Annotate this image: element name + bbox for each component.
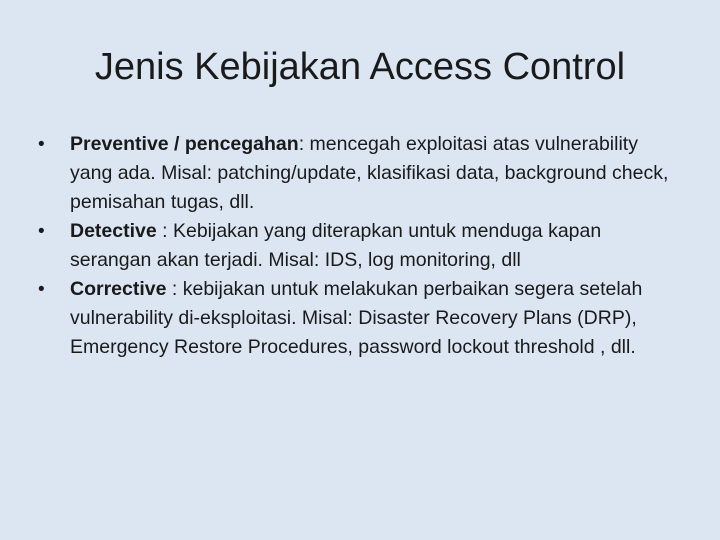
bullet-text: : Kebijakan yang diterapkan untuk menduga kapan serangan akan terjadi. Misal: IDS, log monitoring, dll — [70, 220, 602, 271]
bullet-corrective — [36, 275, 676, 362]
bullet-detective — [36, 217, 676, 275]
bullet-marker: • — [38, 134, 45, 155]
bullet-term: Corrective — [70, 278, 167, 300]
bullet-preventive — [36, 130, 676, 217]
bullet-marker: • — [38, 221, 45, 242]
bullet-marker: • — [38, 279, 45, 300]
slide-title: Jenis Kebijakan Access Control — [94, 46, 626, 88]
bullet-text: : kebijakan untuk melakukan perbaikan segera setelah vulnerability di-eksploitasi. Misal: Disaster Recovery Plans (DRP), Emergency Restore Procedures, password lockout threshold , dll. — [70, 278, 643, 358]
bullet-term: Detective — [70, 220, 157, 242]
bullet-list — [36, 130, 676, 362]
bullet-text: : mencegah exploitasi atas vulnerability yang ada. Misal: patching/update, klasifikasi data, background check, pemisahan tugas, dll. — [70, 133, 669, 213]
bullet-term: Preventive / pencegahan — [70, 133, 299, 155]
